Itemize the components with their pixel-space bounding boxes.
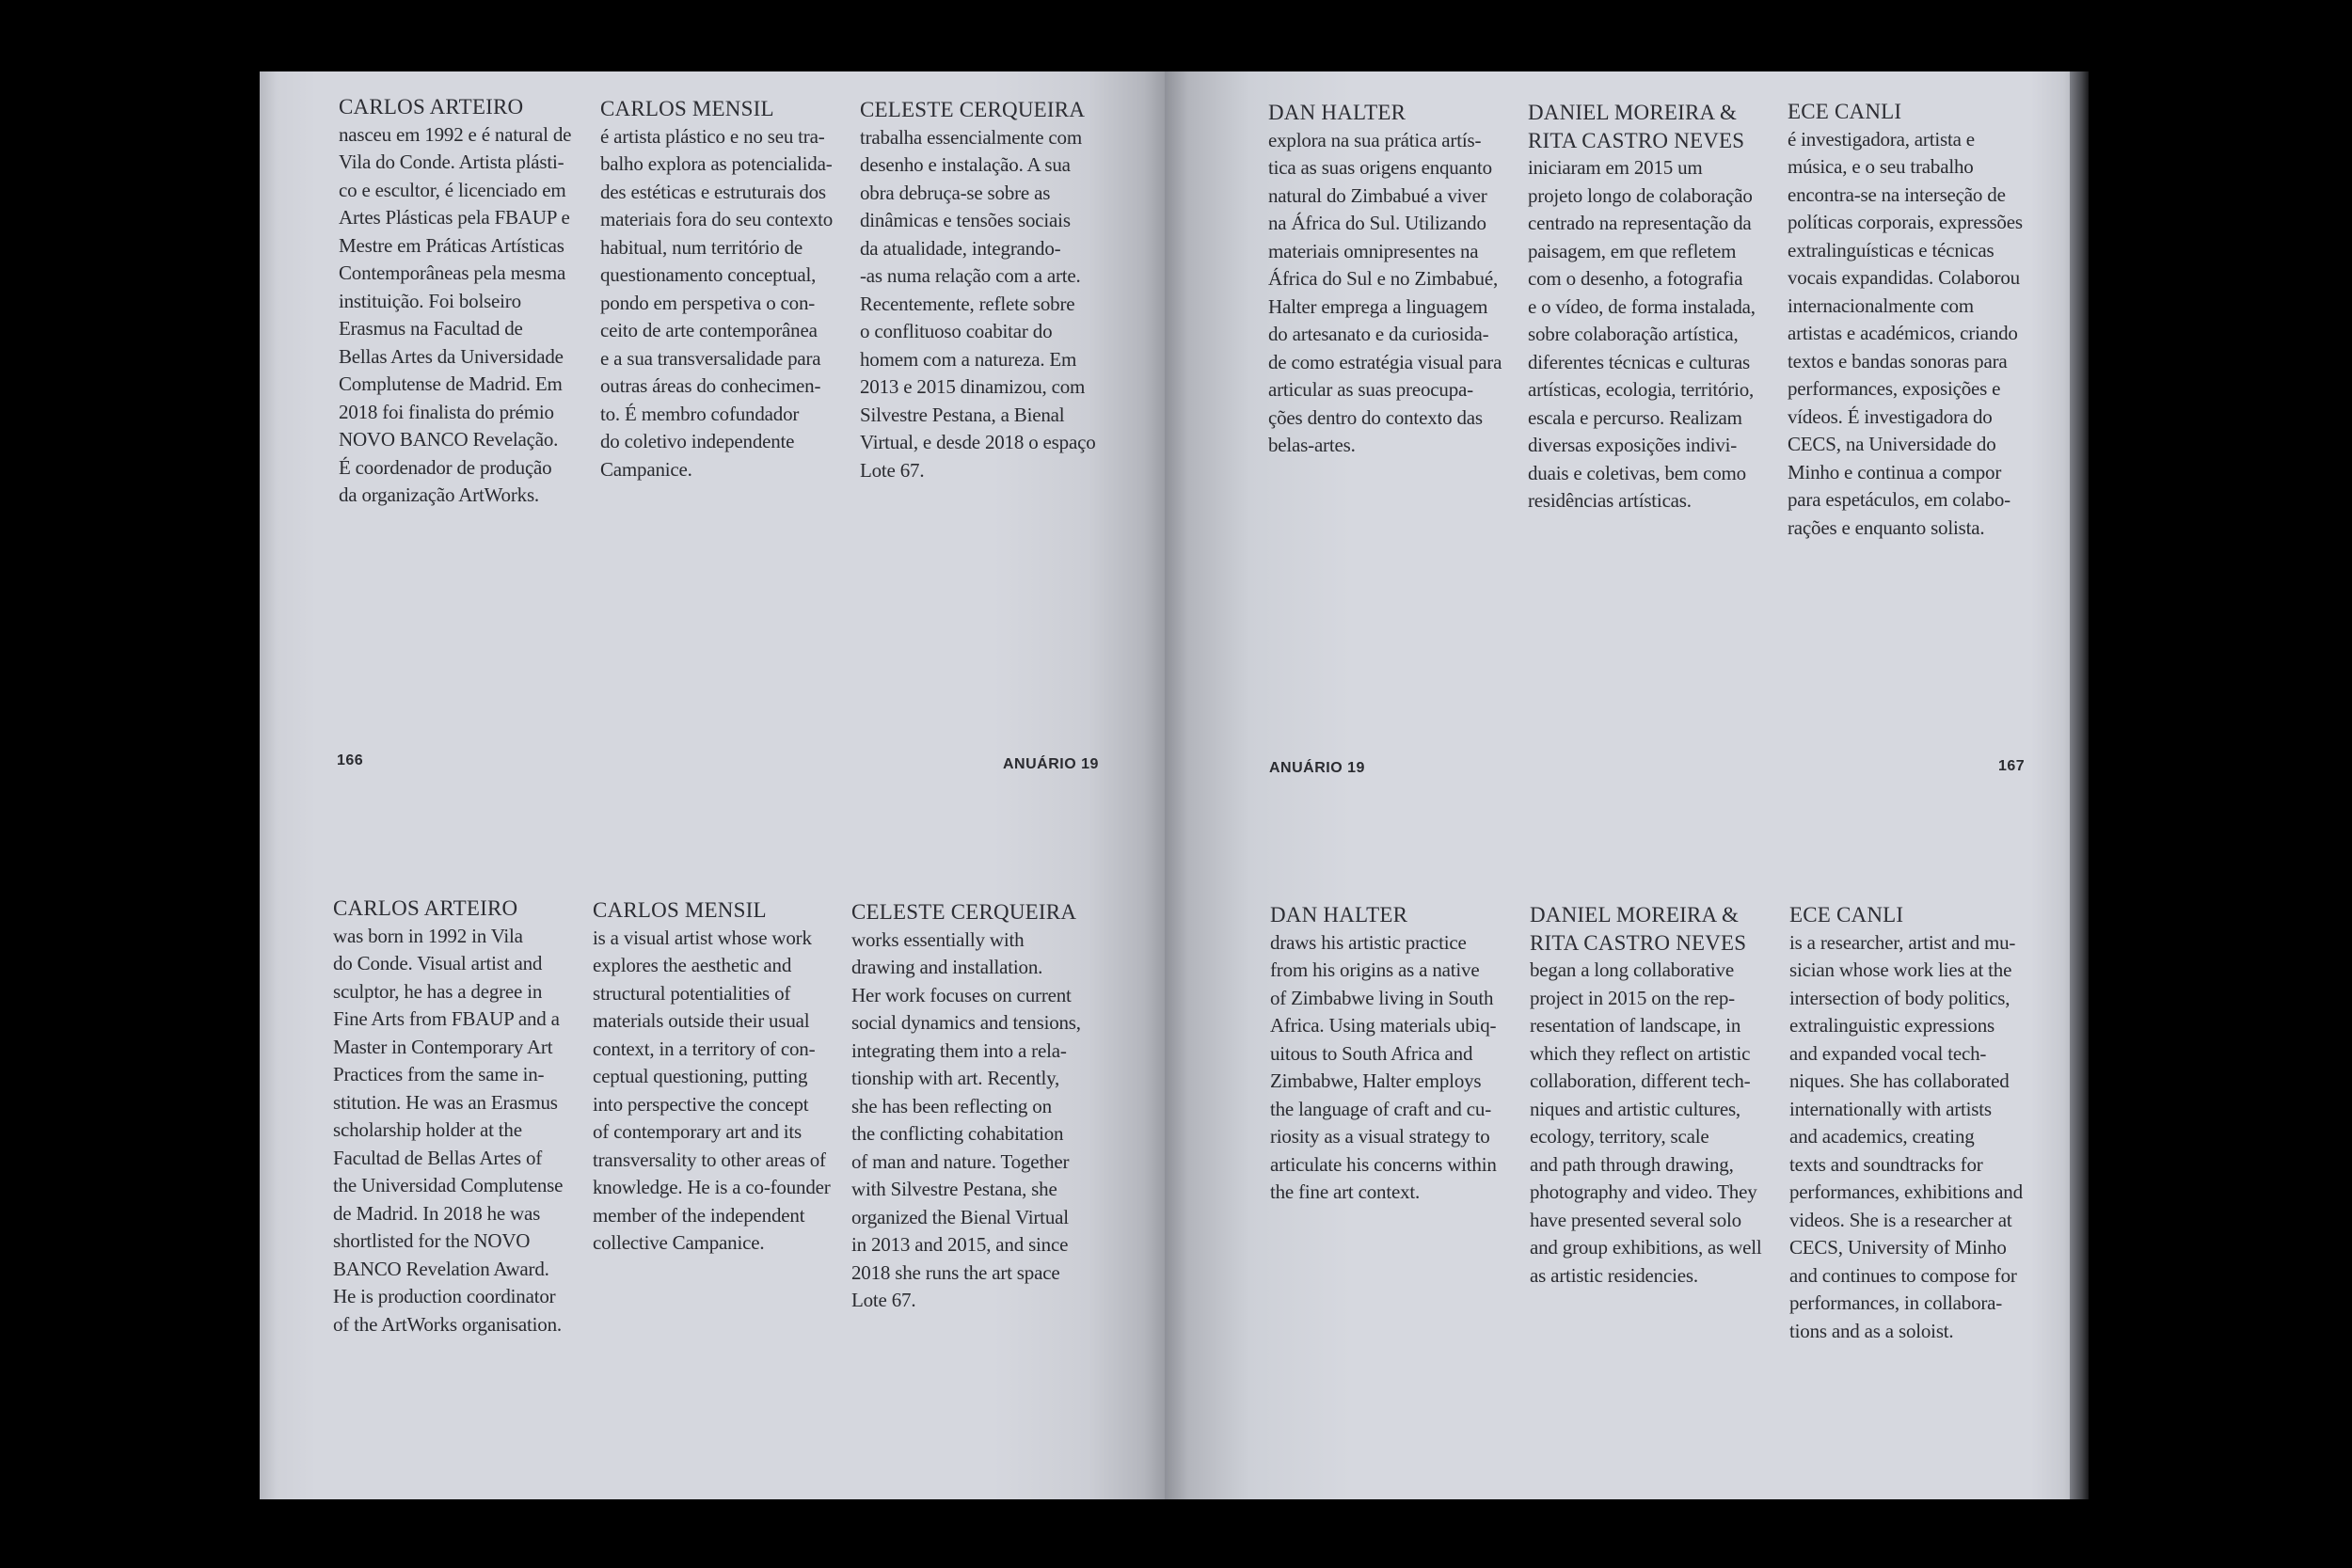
bio-name: DANIEL MOREIRA & RITA CASTRO NEVES (1528, 101, 1745, 152)
bio-name: DAN HALTER (1270, 903, 1408, 927)
page-edge (2070, 71, 2089, 1499)
running-head-right: ANUÁRIO 19 (1269, 760, 1365, 776)
bio-name: DAN HALTER (1268, 101, 1406, 124)
bio-pt-dan-halter (1268, 99, 1511, 460)
bio-text: trabalha essencialmente com desenho e instalação. A sua obra debruça-se sobre as dinâmicas e tensões sociais da atualidade, integrando- -as numa relação com a arte. Recentemente, reflete sobre o conflituoso coabitar do homem com a natureza. Em 2013 e 2015 dinamizou, com Silvestre Pestana, a Bienal Virtual, e desde 2018 o espaço Lote 67. (860, 125, 1096, 482)
bio-en-ece-canli (1789, 901, 2032, 1345)
bio-name: CELESTE CERQUEIRA (860, 98, 1086, 121)
bio-name: CARLOS MENSIL (593, 898, 767, 922)
bio-text: is a visual artist whose work explores the aesthetic and structural potentialities of materials outside their usual context, in a territory of con- ceptual questioning, putting into perspective the concept of contemporary art and its transversality to other areas of knowledge. He is a co-founder member of the independent collective Campanice. (593, 926, 831, 1254)
bio-name: ECE CANLI (1789, 903, 1904, 927)
bio-text: é artista plástico e no seu tra- balho explora as potencialida- des estéticas e estruturais dos materiais fora do seu contexto habitual, num território de questionamento conceptual, pondo em perspetiva o con- ceito de arte contemporânea e a sua transversalidade para outras áreas do conhecimen- to. É membro cofundador do coletivo independente Campanice. (600, 124, 834, 481)
bio-text: nasceu em 1992 e é natural de Vila do Conde. Artista plásti- co e escultor, é licenciado em Artes Plásticas pela FBAUP e Mestre em Práticas Artísticas Contemporâneas pela mesma instituição. Foi bolseiro Erasmus na Facultad de Bellas Artes da Universidade Complutense de Madrid. Em 2018 foi finalista do prémio NOVO BANCO Revelação. É coordenador de produção da organização ArtWorks. (339, 122, 572, 506)
bio-text: works essentially with drawing and installation. Her work focuses on current social dynamics and tensions, integrating them into a rela- tionship with art. Recently, she has been reflecting on the conflicting cohabitation of man and nature. Together with Silvestre Pestana, she organized the Bienal Virtual in 2013 and 2015, and since 2018 she runs the art space Lote 67. (851, 927, 1081, 1311)
bio-pt-daniel-moreira-rita-castro-neves (1528, 99, 1771, 515)
bio-en-daniel-moreira-rita-castro-neves (1530, 901, 1772, 1290)
bio-name: CARLOS ARTEIRO (339, 95, 524, 119)
bio-name: CELESTE CERQUEIRA (851, 900, 1077, 924)
bio-pt-carlos-mensil (600, 95, 843, 483)
bio-pt-ece-canli (1788, 98, 2030, 542)
bio-pt-celeste-cerqueira (860, 96, 1103, 484)
bio-text: explora na sua prática artís- tica as suas origens enquanto natural do Zimbabué a viver na África do Sul. Utilizando materiais omnipresentes na África do Sul e no Zimbabué, Halter emprega a linguagem do artesanato e da curiosida- de como estratégia visual para articular as suas preocupa- ções dentro do contexto das belas-artes. (1268, 128, 1502, 456)
bio-text: iniciaram em 2015 um projeto longo de colaboração centrado na representação da paisagem, em que refletem com o desenho, a fotografia e o vídeo, de forma instalada, sobre colaboração artística, diferentes técnicas e culturas artísticas, ecologia, território, escala e percurso. Realizam diversas exposições indivi- duais e coletivas, bem como residências artísticas. (1528, 156, 1756, 512)
bio-en-dan-halter (1270, 901, 1513, 1207)
bio-en-carlos-arteiro (333, 895, 576, 1338)
bio-en-celeste-cerqueira (851, 898, 1094, 1315)
page-number-left: 166 (337, 752, 364, 768)
page-number-right: 167 (1998, 758, 2026, 774)
bio-text: began a long collaborative project in 2015 on the rep- resentation of landscape, in which they reflect on artistic collaboration, different tech- niques and artistic cultures, ecology, territory, scale and path through drawing, photography and video. They have presented several solo and group exhibitions, as well as artistic residencies. (1530, 958, 1762, 1287)
running-head-left: ANUÁRIO 19 (1003, 756, 1099, 772)
bio-text: draws his artistic practice from his origins as a native of Zimbabwe living in South Africa. Using materials ubiq- uitous to South Africa and Zimbabwe, Halter employs the language of craft and cu- riosity as a visual strategy to articulate his concerns within the fine art context. (1270, 930, 1497, 1203)
bio-name: CARLOS ARTEIRO (333, 896, 518, 920)
bio-text: was born in 1992 in Vila do Conde. Visual artist and sculptor, he has a degree in Fine Arts from FBAUP and a Master in Contemporary Art Practices from the same in- stitution. He was an Erasmus scholarship holder at the Facultad de Bellas Artes of the Universidad Complutense de Madrid. In 2018 he was shortlisted for the NOVO BANCO Revelation Award. He is production coordinator of the ArtWorks organisation. (333, 924, 564, 1336)
bio-text: é investigadora, artista e música, e o seu trabalho encontra-se na interseção de políticas corporais, expressões extralinguísticas e técnicas vocais expandidas. Colaborou internacionalmente com artistas e académicos, criando textos e bandas sonoras para performances, exposições e vídeos. É investigadora do CECS, na Universidade do Minho e continua a compor para espetáculos, em colabo- rações e enquanto solista. (1788, 127, 2023, 539)
bio-name: DANIEL MOREIRA & RITA CASTRO NEVES (1530, 903, 1747, 955)
bio-text: is a researcher, artist and mu- sician whose work lies at the intersection of body politics, extralinguistic expressions and expanded vocal tech- niques. She has collaborated internationally with artists and academics, creating texts and soundtracks for performances, exhibitions and videos. She is a researcher at CECS, University of Minho and continues to compose for performances, in collabora- tions and as a soloist. (1789, 930, 2023, 1342)
bio-en-carlos-mensil (593, 896, 835, 1258)
bio-name: ECE CANLI (1788, 100, 1902, 123)
bio-name: CARLOS MENSIL (600, 97, 774, 120)
bio-pt-carlos-arteiro (339, 93, 581, 510)
